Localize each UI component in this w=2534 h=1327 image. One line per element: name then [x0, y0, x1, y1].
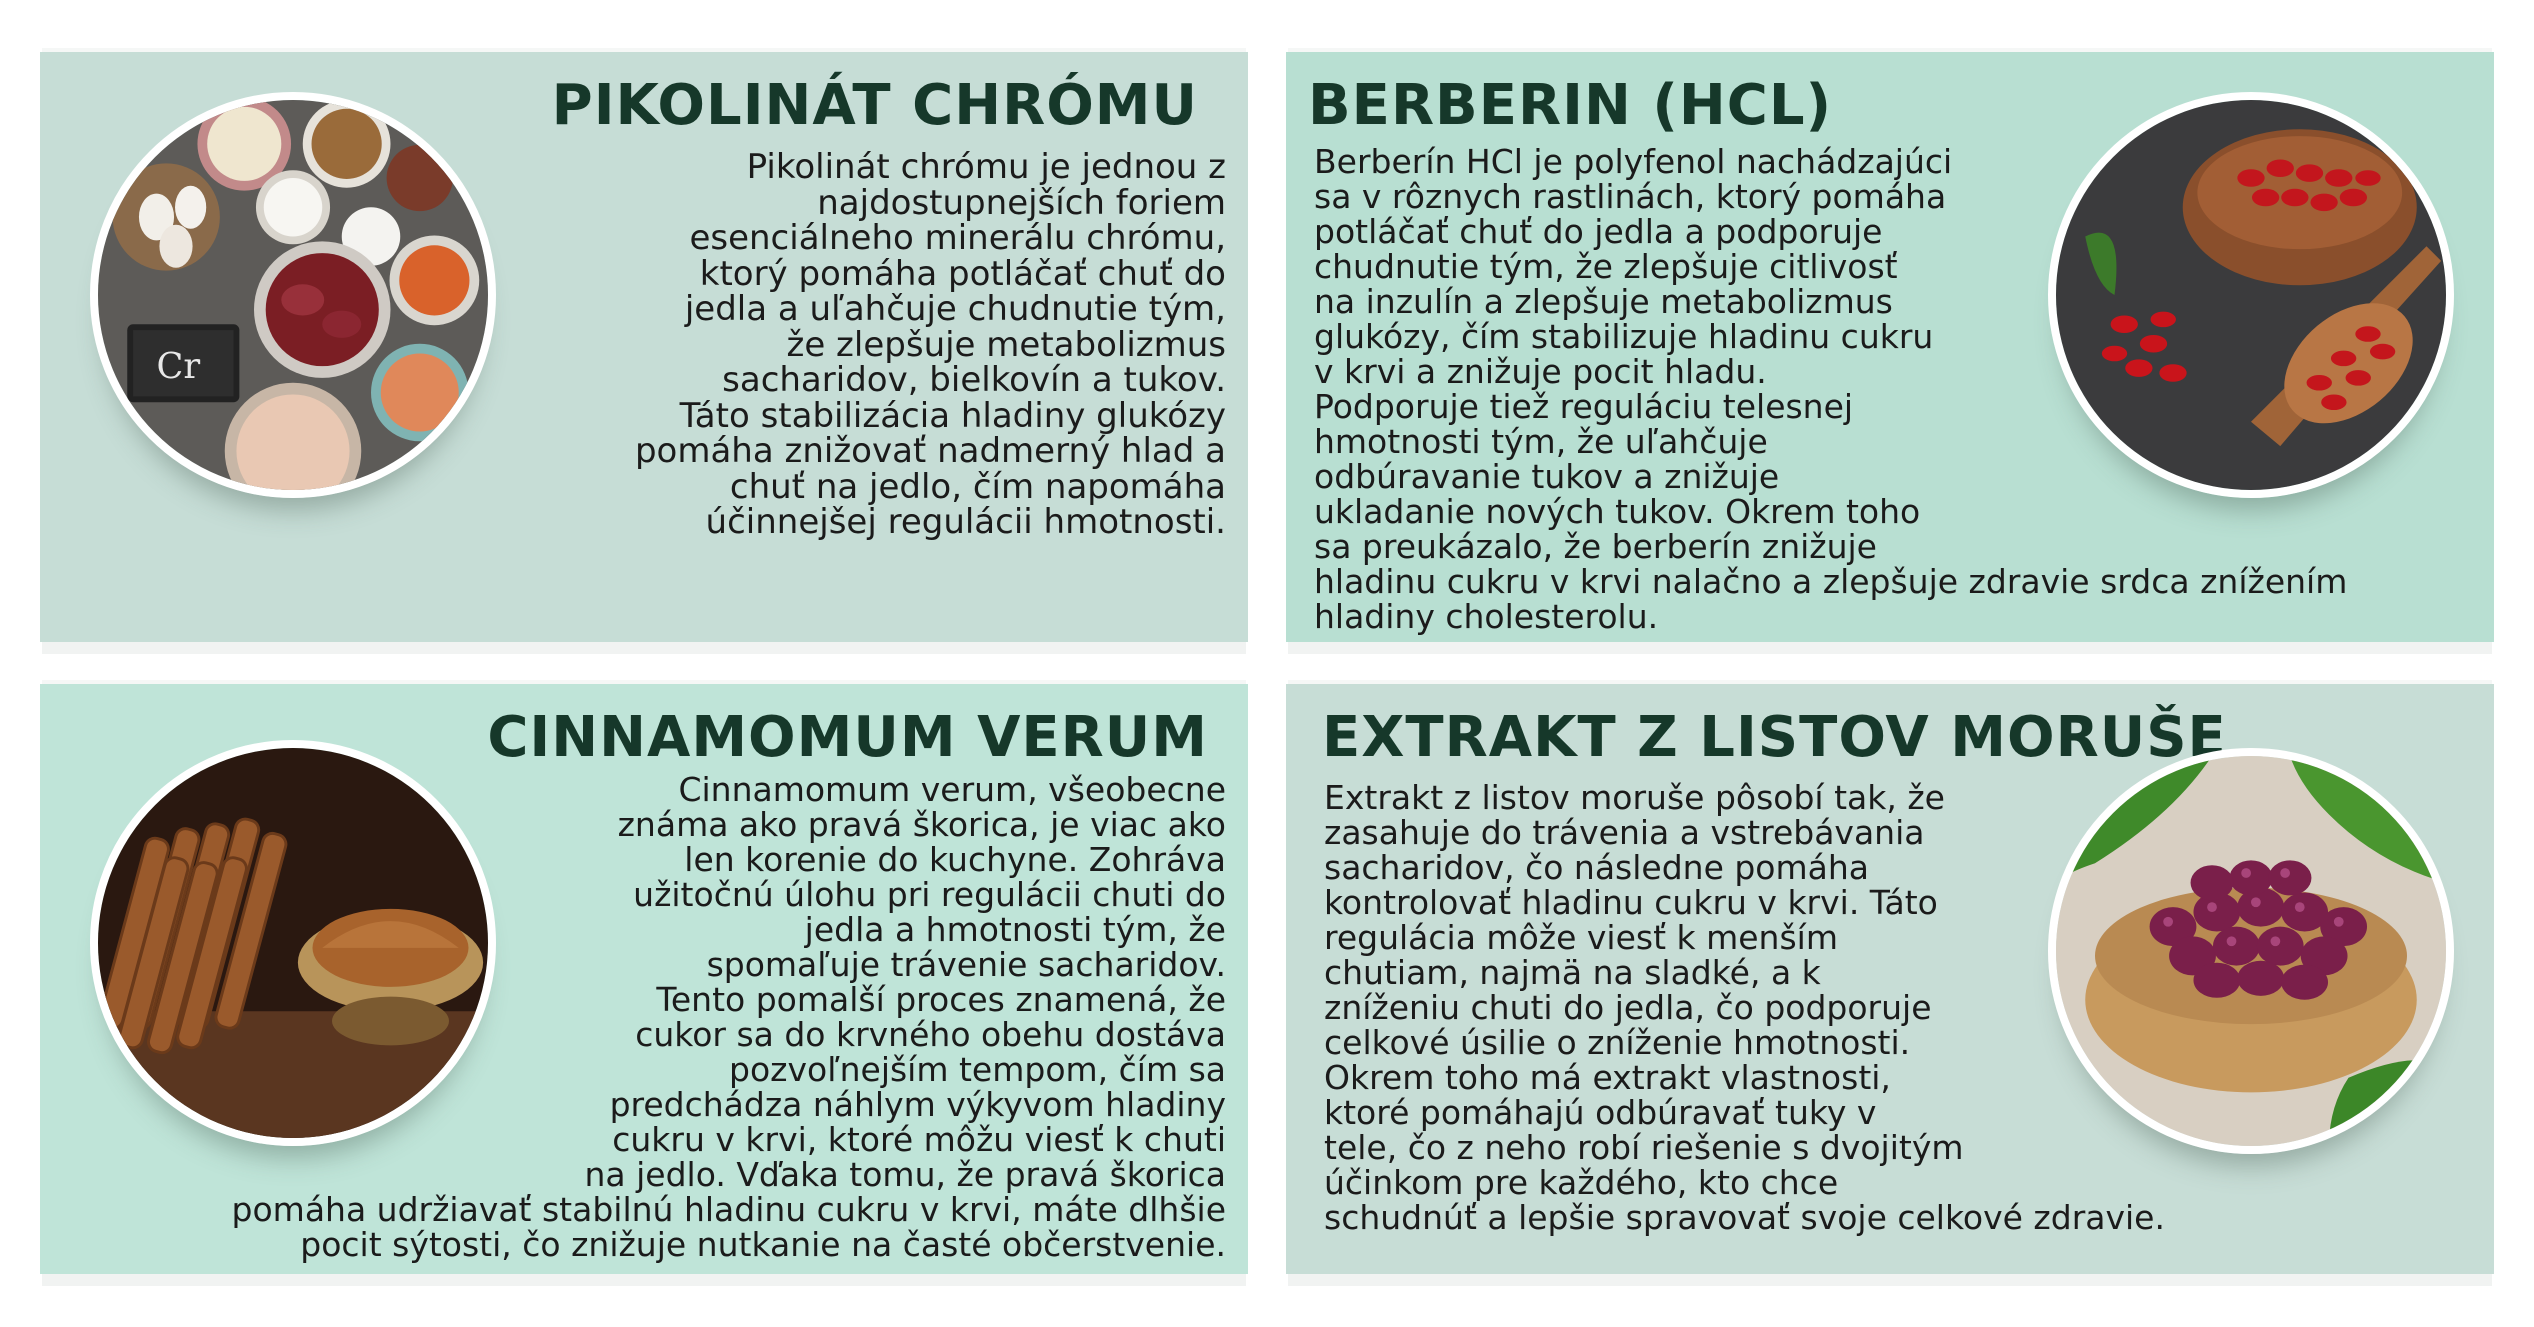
card-title: BERBERIN (HCL) [1308, 73, 1833, 138]
mulberry-photo-icon [2048, 748, 2454, 1154]
barberry-photo-icon [2048, 92, 2454, 498]
ingredient-card-berberine [1286, 52, 2494, 642]
ingredient-card-mulberry [1286, 684, 2494, 1274]
cr-board-label: Cr [156, 345, 201, 387]
ingredient-card-chromium [40, 52, 1248, 642]
card-description: Cinnamomum verum, všeobecne známa ako pravá škorica, je viac ako len korenie do kuchyne. Zohráva užitočnú úlohu pri regulácii chuti do jedla a hmotnosti tým, že spomaľuje trávenie sacharidov. Tento pomalší proces znamená, že cukor sa do krvného obehu dostáva pozvoľnejším tempom, čím sa predchádza náhlym výkyvom hladiny cukru v krvi, ktoré môžu viesť k chuti na jedlo. Vďaka tomu, že pravá škorica pomáha udržiavať stabilnú hladinu cukru v krvi, máte dlhšie pocit sýtosti, čo znižuje nutkanie na časté občerstvenie. [231, 770, 1226, 1264]
card-title: EXTRAKT Z LISTOV MORUŠE [1322, 705, 2227, 770]
card-title: PIKOLINÁT CHRÓMU [551, 73, 1198, 138]
card-description: Extrakt z listov moruše pôsobí tak, že zasahuje do trávenia a vstrebávania sacharidov, čo následne pomáha kontrolovať hladinu cukru v krvi. Táto regulácia môže viesť k menším chutiam, najmä na sladké, a k zníženiu chuti do jedla, čo podporuje celkové úsilie o zníženie hmotnosti. Okrem toho má extrakt vlastnosti, ktoré pomáhajú odbúravať tuky v tele, čo z neho robí riešenie s dvojitým účinkom pre každého, kto chce schudnúť a lepšie spravovať svoje celkové zdravie. [1324, 778, 2165, 1237]
card-description: Berberín HCl je polyfenol nachádzajúci sa v rôznych rastlinách, ktorý pomáha potláčať chuť do jedla a podporuje chudnutie tým, že zlepšuje citlivosť na inzulín a zlepšuje metabolizmus glukózy, čím stabilizuje hladinu cukru v krvi a znižuje pocit hladu. Podporuje tiež reguláciu telesnej hmotnosti tým, že uľahčuje odbúravanie tukov a znižuje ukladanie nových tukov. Okrem toho sa preukázalo, že berberín znižuje hladinu cukru v krvi nalačno a zlepšuje zdravie srdca znížením hladiny cholesterolu. [1314, 142, 2348, 636]
card-description: Pikolinát chrómu je jednou z najdostupnejších foriem esenciálneho minerálu chrómu, ktorý pomáha potláčať chuť do jedla a uľahčuje chudnutie tým, že zlepšuje metabolizmus sacharidov, bielkovín a tukov. Táto stabilizácia hladiny glukózy pomáha znižovať nadmerný hlad a chuť na jedlo, čím napomáha účinnejšej regulácii hmotnosti. [634, 147, 1226, 542]
card-title: CINNAMOMUM VERUM [487, 705, 1208, 770]
ingredient-card-cinnamon [40, 684, 1248, 1274]
chromium-foods-photo-icon [90, 92, 496, 498]
